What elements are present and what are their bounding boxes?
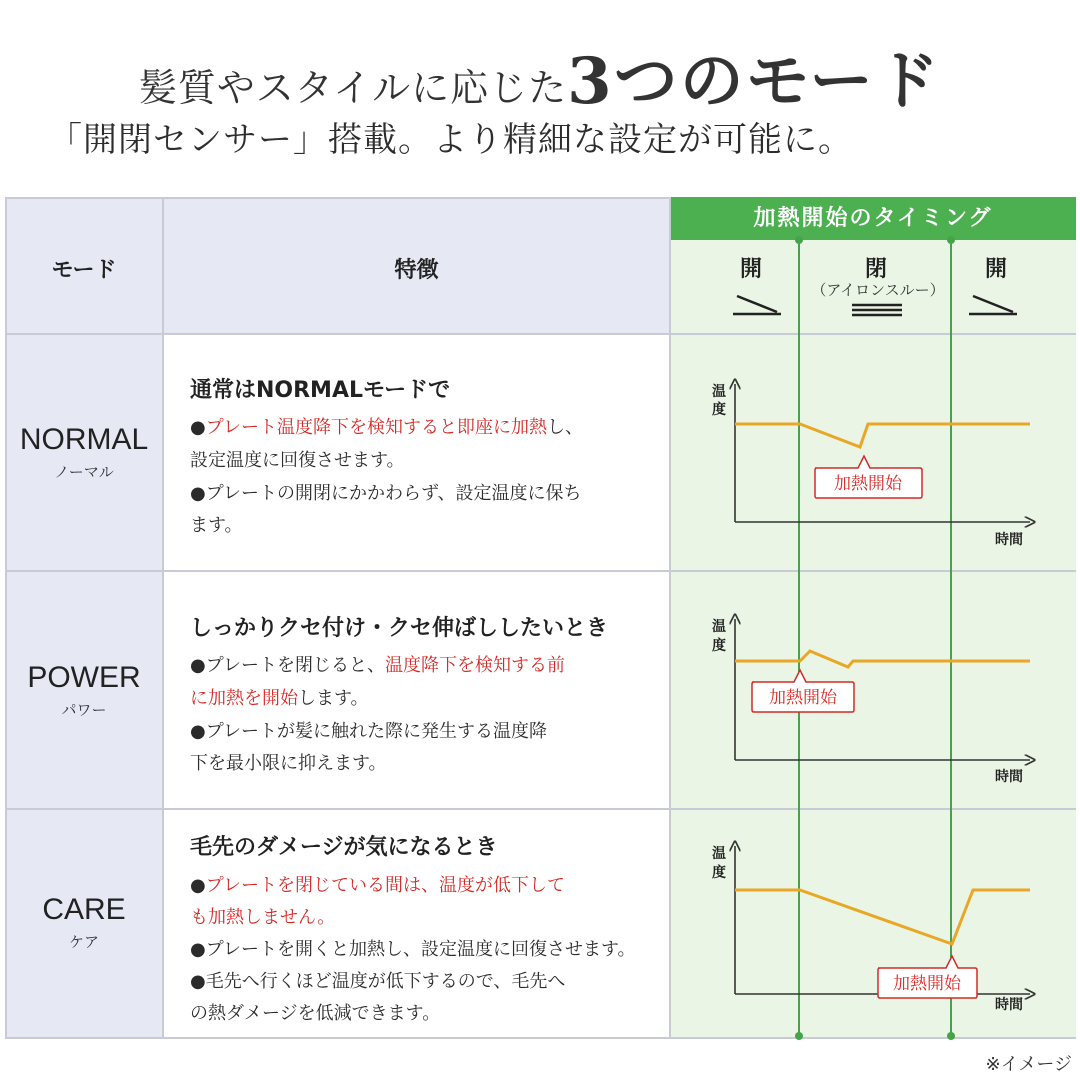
mode-name-power: POWER [27,661,141,694]
power-timing-graph [712,618,1030,785]
temperature-line [735,651,1030,667]
feature-line [190,684,369,710]
body-text: ●プレートを閉じると、 [190,655,385,676]
heating-start-callout [752,670,854,712]
mode-table [5,197,1076,1039]
open-plate-icon [733,296,781,314]
care-timing-graph [712,845,1030,1013]
body-text: ●プレートが髪に触れた際に発生する温度降 [190,721,547,742]
y-axis-label: 温 [712,846,726,862]
y-axis-label: 度 [712,865,726,881]
mode-kana-care: ケア [68,933,99,951]
feature-header: 特徴 [394,258,439,283]
highlight-text: も加熱しません。 [190,907,336,928]
feature-line [190,999,440,1025]
feature-title: 通常はNORMALモードで [190,378,451,403]
body-text: ●プレートの開閉にかかわらず、設定温度に保ち [190,483,582,504]
mode-name-care: CARE [42,893,126,926]
x-axis-label: 時間 [995,532,1023,548]
feature-line [190,446,405,472]
open-header: 開 [985,257,1008,282]
feature-line [190,511,243,537]
closed-plate-icon [852,305,902,315]
feature-line [190,717,547,743]
highlight-text: 温度降下を検知する前 [385,655,565,676]
close-header-note: （アイロンスルー） [811,281,945,299]
page-subtitle: 「開閉センサー」搭載。より精細な設定が可能に。 [48,120,853,160]
feature-line [190,413,583,439]
mode-kana-power: パワー [61,701,107,719]
body-text: ●プレートを開くと加熱し、設定温度に回復させます。 [190,939,636,960]
feature-title: しっかりクセ付け・クセ伸ばししたいとき [190,616,609,641]
timing-banner: 加熱開始のタイミング [670,197,1076,240]
body-text: し、 [547,417,583,438]
heating-start-callout [815,456,922,498]
normal-timing-graph [712,383,1030,548]
temperature-line [735,424,1030,447]
x-axis-label: 時間 [995,769,1023,785]
feature-line [190,967,565,993]
image-note: ※イメージ [985,1054,1072,1075]
feature-line [190,479,582,505]
mode-name-normal: NORMAL [19,423,149,456]
page-title [0,0,1080,119]
body-text: ●毛先へ行くほど温度が低下するので、毛先へ [190,971,566,992]
x-axis-label: 時間 [995,997,1023,1013]
body-text: します。 [298,688,369,709]
heating-start-label: 加熱開始 [834,474,902,494]
heating-start-label: 加熱開始 [769,688,837,708]
highlight-text: に加熱を開始 [190,688,298,709]
heating-start-label: 加熱開始 [893,974,961,994]
y-axis-label: 度 [712,402,726,418]
page-title-lead: 髪質やスタイルに応じた [138,66,568,110]
y-axis-label: 温 [712,619,726,635]
highlight-text: プレートを閉じている間は、温度が低下して [205,875,565,896]
feature-line [190,651,565,677]
page-title-emphasis: 3つのモード [567,44,942,119]
body-text: ● [190,875,206,896]
feature-line [190,871,565,897]
open-header: 開 [740,257,763,282]
body-text: 下を最小限に抑えます。 [190,753,387,774]
heating-start-callout [878,956,977,998]
mode-header: モード [51,258,117,283]
plate-state-icons [5,197,1076,337]
feature-title: 毛先のダメージが気になるとき [190,835,498,860]
timing-graphs [670,334,1076,1038]
y-axis-label: 温 [712,384,726,400]
body-text: ● [190,417,206,438]
mode-kana-normal: ノーマル [54,463,114,481]
feature-line [190,935,636,961]
body-text: ます。 [190,515,243,536]
open-plate-icon [969,296,1017,314]
body-text: 設定温度に回復させます。 [190,450,405,471]
temperature-line [735,890,1030,944]
body-text: の熱ダメージを低減できます。 [190,1003,441,1024]
feature-line [190,903,335,929]
highlight-text: プレート温度降下を検知すると即座に加熱 [205,417,547,438]
feature-line [190,749,387,775]
close-header: 閉 [865,257,888,282]
y-axis-label: 度 [712,638,726,654]
